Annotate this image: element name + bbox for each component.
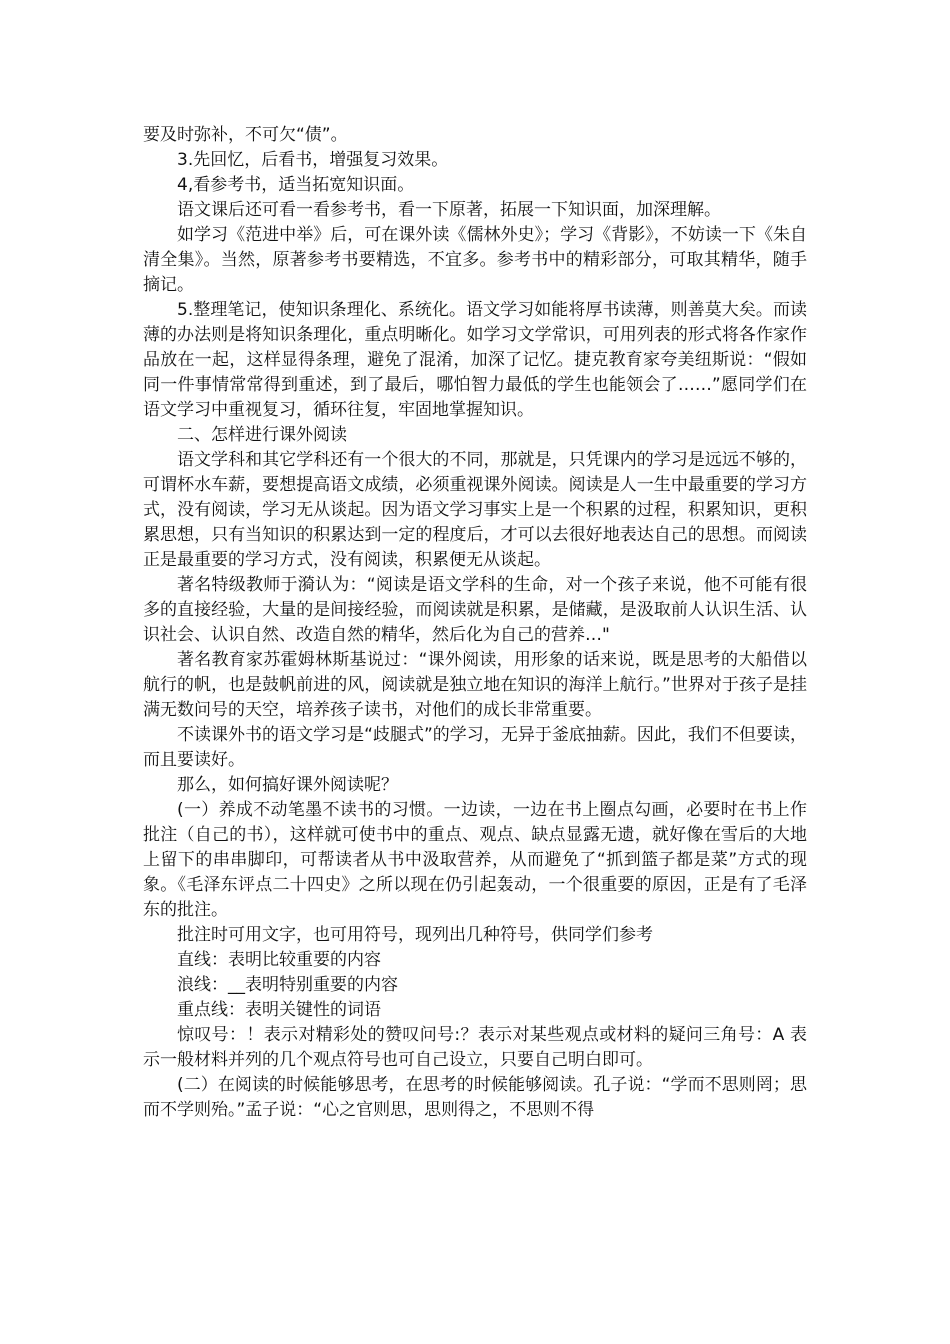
symbol-list-item: 重点线：表明关键性的词语 (177, 1000, 381, 1020)
symbol-list-item: 直线：表明比较重要的内容 (177, 950, 381, 970)
paragraph: 惊叹号：！表示对精彩处的赞叹问号:？表示对某些观点或材料的疑问三角号：A 表示一般材料并列的几个观点符号也可自己设立，只要自己明白即可。 (143, 1025, 807, 1070)
paragraph: 那么，如何搞好课外阅读呢？ (177, 775, 398, 795)
document-page (143, 123, 807, 1123)
list-item-recall-first: 3.先回忆，后看书，增强复习效果。 (177, 150, 449, 170)
symbol-list-item: 浪线：__表明特别重要的内容 (177, 975, 398, 995)
paragraph: 不读课外书的语文学习是“歧腿式”的学习，无异于釜底抽薪。因此，我们不但要读，而且要读好。 (143, 725, 807, 770)
paragraph: 语文学科和其它学科还有一个很大的不同，那就是，只凭课内的学习是远远不够的，可谓杯水车薪，要想提高语文成绩，必须重视课外阅读。阅读是人一生中最重要的学习方式，没有阅读，学习无从谈起。因为语文学习事实上是一个积累的过程，积累知识，更积累思想，只有当知识的积累达到一定的程度后，才可以去很好地表达自己的思想。而阅读正是最重要的学习方式，没有阅读，积累便无从谈起。 (143, 450, 807, 570)
paragraph: (二）在阅读的时候能够思考，在思考的时候能够阅读。孔子说：“学而不思则罔；思而不学则殆。”孟子说：“心之官则思，思则得之，不思则不得 (143, 1075, 807, 1120)
paragraph: 如学习《范进中举》后，可在课外读《儒林外史》；学习《背影》，不妨读一下《朱自清全集》。当然，原著参考书要精选，不宜多。参考书中的精彩部分，可取其精华，随手摘记。 (143, 225, 807, 295)
paragraph: 著名教育家苏霍姆林斯基说过：“课外阅读，用形象的话来说，既是思考的大船借以航行的帆，也是鼓帆前进的风，阅读就是独立地在知识的海洋上航行。”世界对于孩子是挂满无数问号的天空，培养孩子读书，对他们的成长非常重要。 (143, 650, 807, 720)
paragraph: (一）养成不动笔墨不读书的习惯。一边读，一边在书上圈点勾画，必要时在书上作批注（自己的书），这样就可使书中的重点、观点、缺点显露无遗，就好像在雪后的大地上留下的串串脚印，可帮读者从书中汲取营养，从而避免了“抓到篮子都是菜”方式的现象。《毛泽东评点二十四史》之所以现在仍引起轰动，一个很重要的原因，正是有了毛泽东的批注。 (143, 800, 807, 920)
paragraph: 著名特级教师于漪认为：“阅读是语文学科的生命，对一个孩子来说，他不可能有很多的直接经验，大量的是间接经验，而阅读就是积累，是储藏，是汲取前人认识生活、认识社会、认识自然、改造自然的精华，然后化为自己的营养…" (143, 575, 807, 645)
list-item-organize-notes: 5.整理笔记，使知识条理化、系统化。语文学习如能将厚书读薄，则善莫大矣。而读薄的办法则是将知识条理化，重点明晰化。如学习文学常识，可用列表的形式将各作家作品放在一起，这样显得条理，避免了混淆，加深了记忆。捷克教育家夸美纽斯说：“假如同一件事情常常得到重述，到了最后，哪怕智力最低的学生也能领会了……”愿同学们在语文学习中重视复习，循环往复，牢固地掌握知识。 (143, 300, 807, 420)
paragraph-continuation: 要及时弥补，不可欠“债”。 (143, 125, 348, 145)
paragraph: 批注时可用文字，也可用符号，现列出几种符号，供同学们参考 (177, 925, 653, 945)
section-heading: 二、怎样进行课外阅读 (177, 425, 347, 445)
list-item-reference-books: 4,看参考书，适当拓宽知识面。 (177, 175, 415, 195)
paragraph: 语文课后还可看一看参考书，看一下原著，拓展一下知识面，加深理解。 (177, 200, 721, 220)
